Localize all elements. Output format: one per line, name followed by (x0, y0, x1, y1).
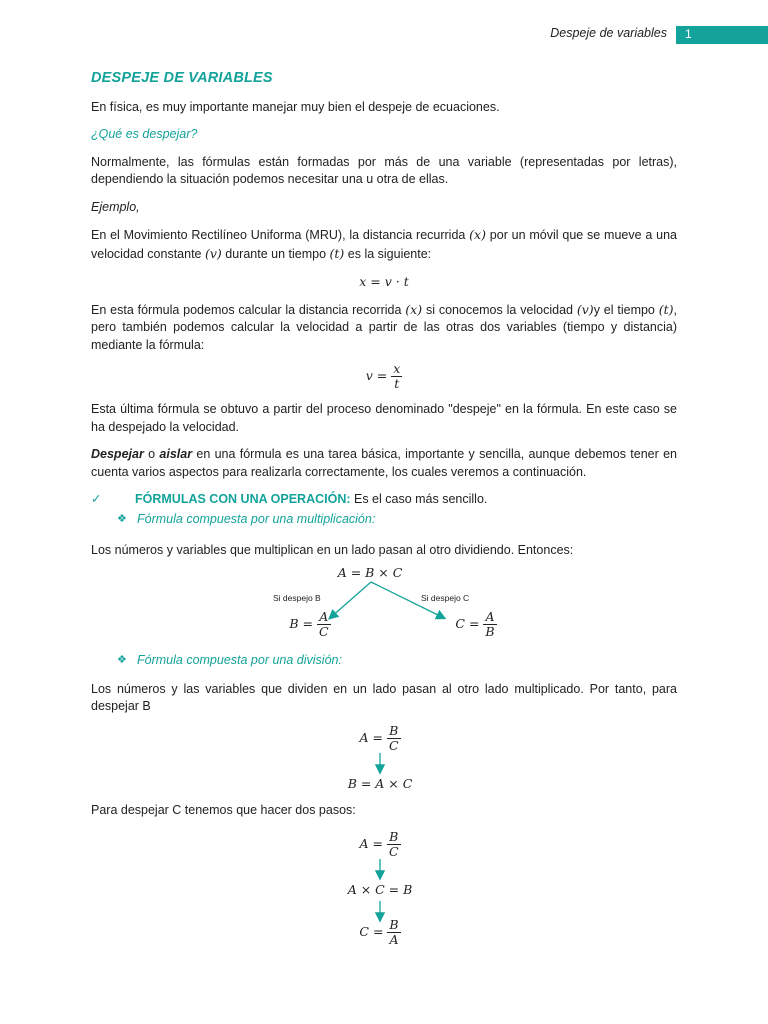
math-x: (x) (405, 301, 423, 317)
label-despejo-c: Si despejo C (421, 593, 470, 603)
diamond-bullet-icon: ❖ (117, 512, 127, 525)
label-despejo-b: Si despejo B (273, 593, 321, 603)
denominator: C (319, 624, 329, 639)
denominator: B (485, 624, 495, 639)
header-title: Despeje de variables (550, 26, 667, 40)
equation-lhs: B = (289, 616, 314, 631)
div-equation-2-middle: A × C = B (347, 882, 413, 897)
math-t: (t) (329, 245, 345, 261)
arrow-to-b (330, 582, 371, 618)
math-v: (v) (204, 245, 222, 261)
mult-equation-top: A = B × C (337, 565, 403, 580)
div-equation-1-result: B = A × C (347, 776, 413, 791)
equation-lhs: C = (359, 924, 384, 939)
text: por un móvil que se mueve a una velocidad constante (91, 228, 677, 261)
denominator: C (388, 844, 399, 859)
bold-term: aislar (159, 447, 193, 461)
section-title: FÓRMULAS CON UNA OPERACIÓN: (135, 492, 351, 506)
document-title: DESPEJE DE VARIABLES (91, 70, 273, 86)
text: es la siguiente: (344, 246, 432, 261)
equation-lhs: A = (359, 836, 383, 851)
equation-lhs: A = (359, 730, 383, 745)
numerator: A (317, 610, 331, 625)
numerator: B (389, 917, 399, 932)
denominator: A (389, 932, 399, 947)
numerator: B (387, 830, 401, 845)
question-heading: ¿Qué es despejar? (91, 127, 198, 141)
subsection-title: Fórmula compuesta por una división: (137, 653, 342, 667)
text: En el Movimiento Rectilíneo Uniforma (MRU), la distancia recurrida (91, 228, 470, 242)
text: y el tiempo (593, 302, 659, 317)
numerator: x (393, 361, 401, 376)
arrow-to-c (371, 582, 444, 618)
diamond-bullet-icon: ❖ (117, 654, 127, 666)
math-t: (t) (658, 301, 674, 317)
text: si conocemos la velocidad (422, 302, 577, 317)
denominator: C (388, 738, 399, 753)
intro-paragraph: En física, es muy importante manejar muy bien el despeje de ecuaciones. (91, 99, 500, 114)
text: En esta fórmula podemos calcular la distancia recorrida (91, 302, 406, 317)
paragraph-division: Los números y las variables que dividen en un lado pasan al otro lado multiplicado. Por tanto, para despejar B (91, 681, 677, 713)
math-x: (x) (469, 227, 486, 242)
text: Es el caso más sencillo. (350, 492, 488, 506)
denominator: t (394, 376, 400, 391)
bold-term: Despejar (91, 447, 144, 461)
paragraph-despeje: Esta última fórmula se obtuvo a partir del proceso denominado "despeje" en la fórmula. En este caso se ha despejado la velocidad. (91, 402, 677, 434)
check-icon: ✓ (91, 492, 102, 506)
paragraph-definition: Normalmente, las fórmulas están formadas por más de una variable (representadas por letras), dependiendo la situación podemos necesitar una u otra de ellas. (91, 154, 677, 186)
math-v: (v) (576, 301, 594, 317)
equation-lhs: C = (455, 616, 480, 631)
example-label: Ejemplo, (91, 199, 140, 214)
numerator: B (387, 724, 401, 739)
text: en una fórmula es una tarea básica, importante y sencilla, aunque debemos tener en cuenta varios aspectos para realizarla correctamente, los cuales veremos a continuación. (91, 447, 677, 479)
text: durante un tiempo (221, 246, 330, 261)
equation-lhs: v = (365, 368, 388, 383)
paragraph-multiplication: Los números y variables que multiplican en un lado pasan al otro dividiendo. Entonces: (91, 543, 574, 557)
paragraph-two-steps: Para despejar C tenemos que hacer dos pasos: (91, 803, 356, 817)
equation-distance: x = v · t (359, 274, 409, 289)
numerator: A (483, 610, 496, 625)
text: o (143, 447, 160, 461)
text: , pero también podemos calcular la velocidad a partir de las otras dos variables (tiempo y distancia) mediante la fórmula: (91, 302, 678, 352)
page-number: 1 (676, 26, 768, 43)
subsection-title: Fórmula compuesta por una multiplicación: (137, 511, 376, 526)
